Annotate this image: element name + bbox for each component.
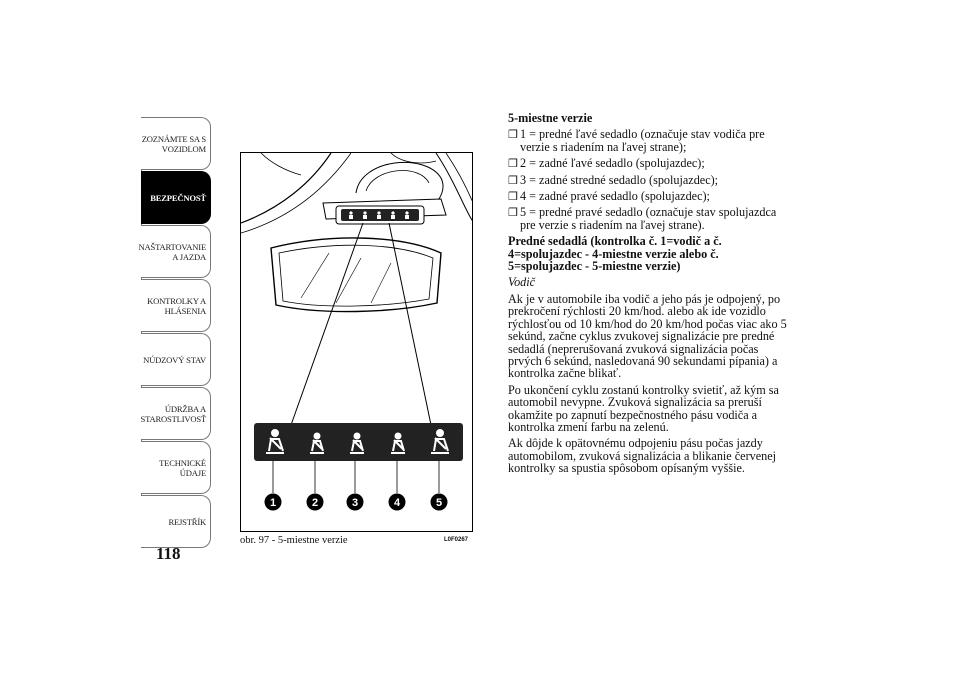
list-item: ❒ 2 = zadné ľavé sedadlo (spolujazdec); [508, 156, 705, 171]
list-item: ❒ 3 = zadné stredné sedadlo (spolujazdec); [508, 172, 719, 187]
figure-caption: obr. 97 - 5-miestne verzie [240, 535, 348, 546]
checkbox-bullet-icon: ❒ [508, 129, 518, 142]
paragraph: Ak je v automobile iba vodič a jeho pás je odpojený, po prekročení rýchlosti 20 km/hod. alebo ak ide vozidlo rýchlosťou od 10 km/hod do 20 km/hod počas viac ako 5 sekúnd, začne cyklus zvukovej signalizácie pre predné sedadlá (neprerušovaná zvuková signalizácia počas prvých 6 sekúnd, nasledovaná 90 sekundami pípania) a kontrolka začne blikať. [508, 291, 787, 381]
side-tabs [138, 117, 211, 549]
tab-nastartovanie[interactable]: NAŠTARTOVANIE A JAZDA [141, 225, 211, 278]
italic-label: Vodič [508, 275, 536, 290]
list-item: ❒ 1 = predné ľavé sedadlo (označuje stav vodiča pre verzie s riadením na ľavej strane); [508, 127, 765, 154]
list-item: ❒ 4 = zadné pravé sedadlo (spolujazdec); [508, 189, 710, 204]
tab-zoznamte[interactable]: ZOZNÁMTE SA S VOZIDLOM [141, 117, 211, 170]
tab-udrzba[interactable]: ÚDRŽBA A STAROSTLIVOSŤ [141, 387, 211, 440]
callout-1: 1 [269, 497, 277, 509]
figure-seatbelt-panel [240, 152, 473, 532]
paragraph: Ak dôjde k opätovnému odpojeniu pásu počas jazdy automobilom, zvuková signalizácia a blikanie červenej kontrolky sa spustia spôsobom opísaným vyššie. [508, 436, 777, 476]
checkbox-bullet-icon: ❒ [508, 174, 518, 187]
subheading: Predné sedadlá (kontrolka č. 1=vodič a č. 4=spolujazdec - 4-miestne verzie alebo č. 5=spolujazdec - 5-miestne verzie) [508, 234, 722, 274]
tab-kontrolky[interactable]: KONTROLKY A HLÁSENIA [141, 279, 211, 332]
figure-illustration [241, 153, 473, 532]
callout-3: 3 [351, 497, 359, 509]
checkbox-bullet-icon: ❒ [508, 207, 518, 220]
section-heading: 5-miestne verzie [508, 111, 593, 125]
figure-code: L0F0267 [444, 537, 469, 543]
content-column [508, 112, 793, 479]
list-item: ❒ 5 = predné pravé sedadlo (označuje stav spolujazdca pre verzie s riadením na ľavej strane). [508, 205, 777, 232]
callout-4: 4 [393, 497, 401, 509]
checkbox-bullet-icon: ❒ [508, 191, 518, 204]
callout-5: 5 [435, 497, 443, 509]
callout-2: 2 [311, 497, 319, 509]
tab-rejstrik[interactable]: REJSTŘÍK [141, 495, 211, 548]
tab-nudzovy[interactable]: NÚDZOVÝ STAV [141, 333, 211, 386]
page-number: 118 [156, 544, 181, 563]
paragraph: Po ukončení cyklu zostanú kontrolky svietiť, až kým sa automobil nevypne. Zvuková signalizácia sa preruší okamžite po zapnutí bezpečnostného pásu vodiča a kontrolka zmení farbu na zelenú. [508, 382, 779, 434]
checkbox-bullet-icon: ❒ [508, 158, 518, 171]
tab-bezpecnost[interactable]: BEZPEČNOSŤ [141, 171, 211, 224]
tab-technicke[interactable]: TECHNICKÉ ÚDAJE [141, 441, 211, 494]
